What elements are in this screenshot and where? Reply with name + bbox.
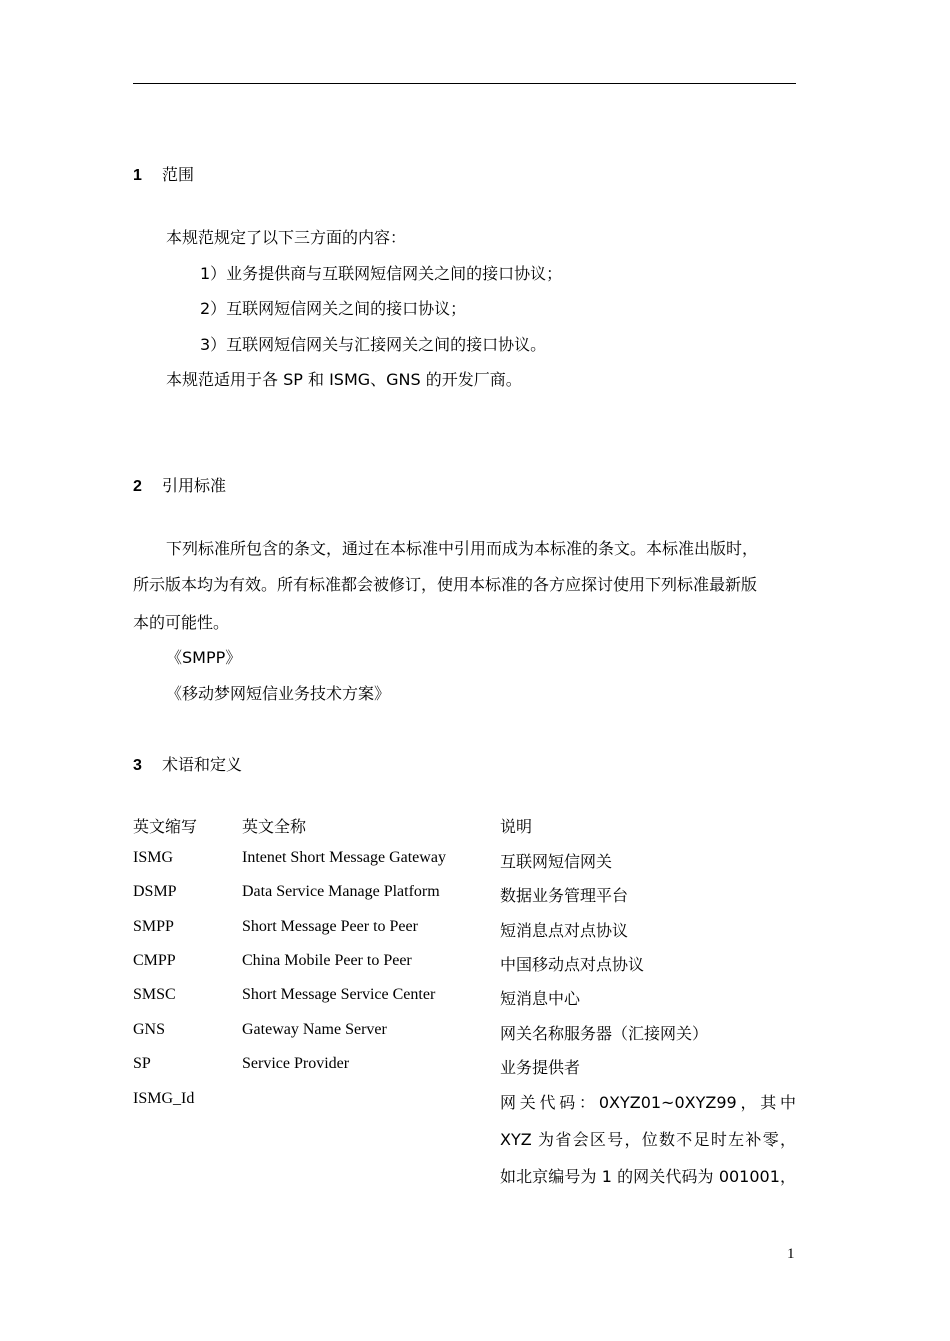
term-desc: 业务提供者 bbox=[500, 1058, 581, 1077]
term-full: Service Provider bbox=[242, 1055, 350, 1072]
term-full: Short Message Peer to Peer bbox=[242, 918, 418, 935]
scope-item: 2）互联网短信网关之间的接口协议； bbox=[200, 299, 467, 318]
term-desc-line bbox=[500, 1127, 796, 1150]
standards-paragraph-line: 所示版本均为有效。所有标准都会被修订，使用本标准的各方应探讨使用下列标准最新版 bbox=[133, 575, 758, 594]
term-desc: 互联网短信网关 bbox=[500, 852, 613, 871]
scope-intro: 本规范规定了以下三方面的内容： bbox=[166, 228, 407, 247]
term-desc: 数据业务管理平台 bbox=[500, 886, 629, 905]
term-abbr: SMSC bbox=[133, 986, 176, 1003]
terms-header-desc: 说明 bbox=[500, 817, 533, 836]
term-desc-text: 网关代码：0XYZ01~0XYZ99，其中 bbox=[500, 1093, 796, 1112]
page-number: 1 bbox=[787, 1246, 795, 1262]
standard-reference: 《SMPP》 bbox=[166, 648, 242, 667]
term-full: China Mobile Peer to Peer bbox=[242, 952, 412, 969]
term-desc: 网关名称服务器（汇接网关） bbox=[500, 1024, 709, 1043]
terms-header-abbr: 英文缩写 bbox=[133, 817, 198, 836]
term-desc-line bbox=[500, 1090, 796, 1113]
term-full: Intenet Short Message Gateway bbox=[242, 849, 446, 866]
standards-paragraph-line: 下列标准所包含的条文，通过在本标准中引用而成为本标准的条文。本标准出版时， bbox=[166, 539, 759, 558]
section-1-heading bbox=[133, 162, 194, 185]
standard-reference: 《移动梦网短信业务技术方案》 bbox=[166, 684, 391, 703]
term-abbr: CMPP bbox=[133, 952, 176, 969]
term-desc-text: 如北京编号为 1 的网关代码为 001001， bbox=[500, 1167, 796, 1186]
section-number: 3 bbox=[133, 757, 142, 774]
scope-applies: 本规范适用于各 SP 和 ISMG、GNS 的开发厂商。 bbox=[166, 370, 522, 389]
term-abbr: SP bbox=[133, 1055, 151, 1072]
section-title: 术语和定义 bbox=[162, 755, 243, 774]
term-abbr: ISMG_Id bbox=[133, 1090, 195, 1107]
term-desc: 短消息中心 bbox=[500, 989, 581, 1008]
section-number: 1 bbox=[133, 167, 142, 184]
term-desc-line bbox=[500, 1164, 796, 1187]
term-abbr: DSMP bbox=[133, 883, 177, 900]
section-number: 2 bbox=[133, 478, 142, 495]
scope-item: 1）业务提供商与互联网短信网关之间的接口协议； bbox=[200, 264, 563, 283]
term-full: Short Message Service Center bbox=[242, 986, 436, 1003]
term-abbr: GNS bbox=[133, 1021, 166, 1038]
term-abbr: ISMG bbox=[133, 849, 174, 866]
header-rule bbox=[133, 83, 796, 84]
section-title: 引用标准 bbox=[162, 476, 227, 495]
section-2-heading bbox=[133, 473, 226, 496]
scope-item: 3）互联网短信网关与汇接网关之间的接口协议。 bbox=[200, 335, 547, 354]
term-desc-text: XYZ 为省会区号，位数不足时左补零， bbox=[500, 1130, 796, 1149]
section-title: 范围 bbox=[162, 165, 195, 184]
term-desc: 中国移动点对点协议 bbox=[500, 955, 645, 974]
terms-header-full: 英文全称 bbox=[242, 817, 307, 836]
term-abbr: SMPP bbox=[133, 918, 174, 935]
standards-paragraph-line: 本的可能性。 bbox=[133, 613, 230, 632]
section-3-heading bbox=[133, 752, 242, 775]
term-desc: 短消息点对点协议 bbox=[500, 921, 629, 940]
term-full: Data Service Manage Platform bbox=[242, 883, 440, 900]
term-full: Gateway Name Server bbox=[242, 1021, 387, 1038]
